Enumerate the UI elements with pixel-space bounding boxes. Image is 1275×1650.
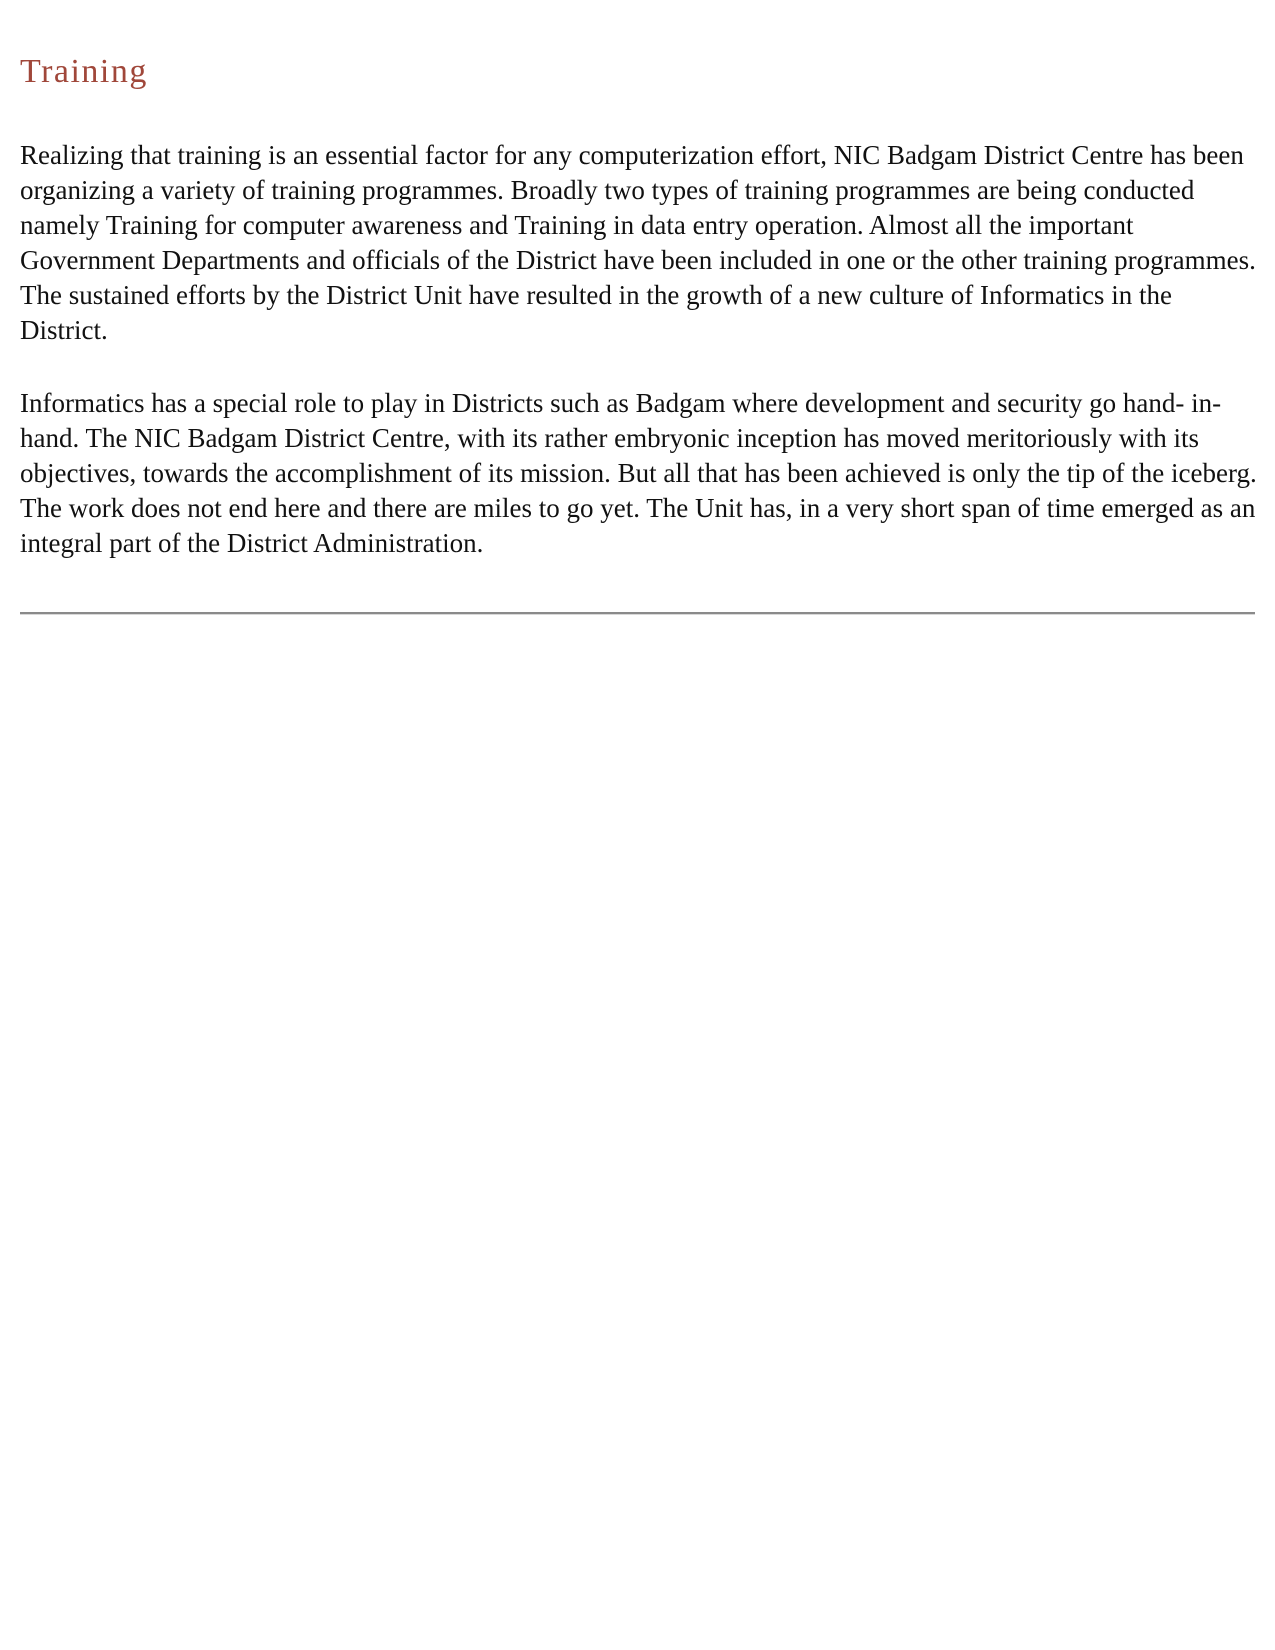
training-paragraph: Realizing that training is an essential factor for any computerization effort, NIC Badgam District Centre has been organizing a variety of training programmes. Broadly two types of training programmes are being conducted namely Training for computer awareness and Training in data entry operation. Almost all the important Government Departments and officials of the District have been included in one or the other training programmes. The sustained efforts by the District Unit have resulted in the growth of a new culture of Informatics in the District. — [20, 140, 1256, 345]
section-heading: Training — [20, 53, 148, 90]
informatics-paragraph: Informatics has a special role to play in Districts such as Badgam where development and security go hand- in- hand. The NIC Badgam District Centre, with its rather embryonic inception has moved meritoriously with its objectives, towards the accomplishment of its mission. But all that has been achieved is only the tip of the iceberg. The work does not end here and there are miles to go yet. The Unit has, in a very short span of time emerged as an integral part of the District Administration. — [20, 388, 1257, 558]
horizontal-divider — [20, 612, 1255, 615]
document-page — [20, 0, 1260, 561]
